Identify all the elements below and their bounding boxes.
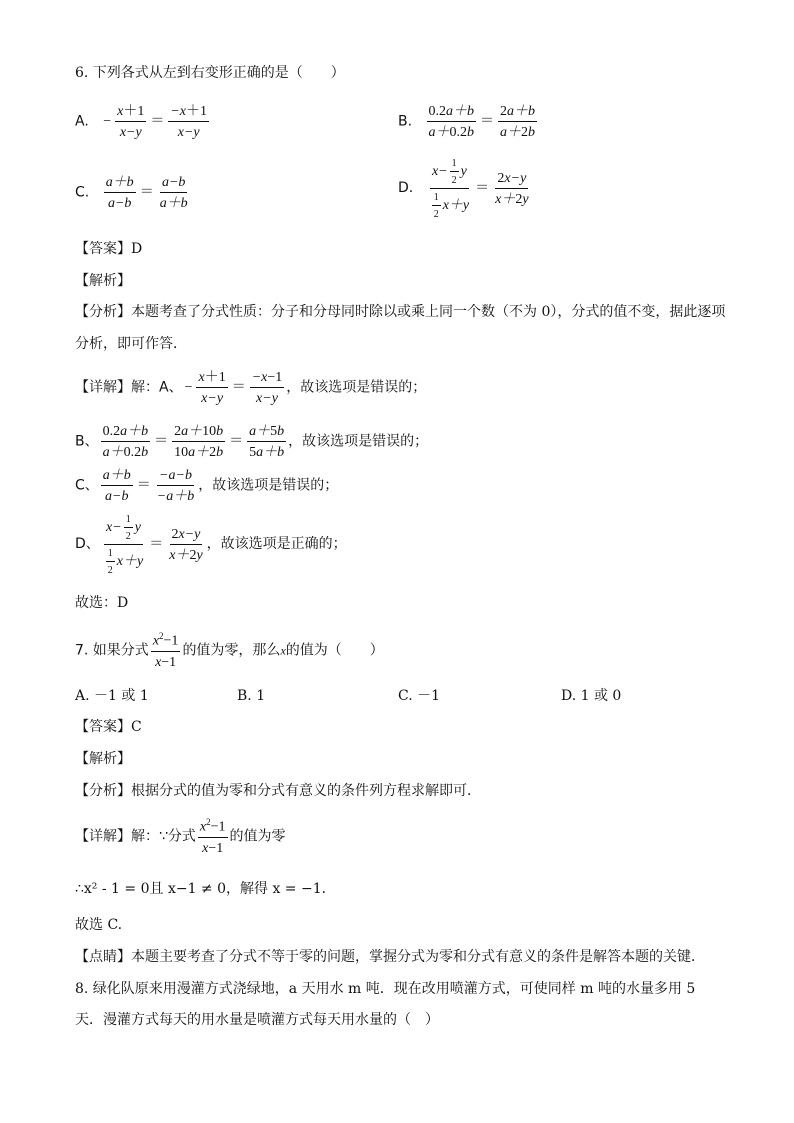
q6-option-c-formula: $\frac{a+b}{a-b}$ ＝ $\frac{a-b}{a+b}$ bbox=[105, 175, 188, 212]
q6-analysis-line1: 【分析】本题考查了分式性质：分子和分母同时除以或乘上同一个数（不为 0），分式的值不变，据此逐项 bbox=[75, 304, 726, 320]
q7-stem-formula: $\frac{x^2-1}{x-1}$ bbox=[152, 631, 179, 671]
q6-jiexi: 【解析】 bbox=[75, 273, 131, 289]
q6-answer: 【答案】D bbox=[75, 241, 143, 257]
q6-option-d bbox=[398, 158, 533, 220]
q7-detail bbox=[75, 818, 286, 856]
q7-detail-formula: $\frac{x^2-1}{x-1}$ bbox=[199, 817, 226, 857]
q7-option-b: B. 1 bbox=[237, 688, 266, 704]
q7-analysis: 【分析】根据分式的值为零和分式有意义的条件列方程求解即可． bbox=[75, 783, 481, 799]
q6-option-d-formula: x− $\frac{1}{2}$ y $\frac{1}{2}$ x＋y ＝ $\frac{2x-y}{x+2y}$ bbox=[431, 158, 529, 220]
q6-option-c-label: C. bbox=[75, 184, 90, 201]
q6-option-b-formula: $\frac{0.2a+b}{a+0.2b}$ ＝ $\frac{2a+b}{a+2b}$ bbox=[428, 104, 536, 141]
q6-detail-c bbox=[75, 468, 338, 505]
q7-stem-prefix: 7. 如果分式 bbox=[75, 642, 149, 659]
q6-detail-b-prefix: B、 bbox=[75, 433, 99, 450]
q6-detail-c-prefix: C、 bbox=[75, 477, 99, 494]
q6-detail-d-formula: x− $\frac{1}{2}$ y $\frac{1}{2}$ x＋y ＝ $\frac{2x-y}{x+2y}$ bbox=[106, 514, 203, 576]
q6-detail-a-prefix: 【详解】解：A、 bbox=[75, 379, 183, 396]
q6-detail-d bbox=[75, 514, 347, 576]
q6-detail-b bbox=[75, 424, 428, 461]
q6-option-b bbox=[398, 104, 539, 141]
q6-detail-a-suffix: ，故该选项是错误的； bbox=[286, 379, 427, 396]
q6-option-a bbox=[75, 104, 211, 141]
q6-detail-b-formula: $\frac{0.2a+b}{a+0.2b}$ ＝ $\frac{2a+10b}{10a+2b}$ ＝ $\frac{a+5b}{5a+b}$ bbox=[102, 424, 285, 461]
q6-detail-d-suffix: ，故该选项是正确的； bbox=[206, 536, 347, 553]
q6-analysis-line2: 分析，即可作答． bbox=[75, 336, 187, 352]
q6-option-a-formula: − $\frac{x+1}{x-y}$ ＝ $\frac{-x+1}{x-y}$ bbox=[103, 104, 208, 141]
q7-option-d: D. 1 或 0 bbox=[561, 688, 622, 704]
q7-stem bbox=[75, 632, 384, 670]
q7-detail-suffix: 的值为零 bbox=[229, 828, 286, 845]
q7-jiexi: 【解析】 bbox=[75, 751, 131, 767]
q6-detail-b-suffix: ，故该选项是错误的； bbox=[288, 433, 429, 450]
q7-detail-prefix: 【详解】解：∵分式 bbox=[75, 828, 196, 845]
q8-line2: 天．漫灌方式每天的用水量是喷灌方式每天用水量的（ ） bbox=[75, 1012, 439, 1028]
q6-detail-d-prefix: D、 bbox=[75, 536, 100, 553]
q6-detail-a bbox=[75, 370, 426, 407]
q7-stem-suffix: 的值为零，那么 bbox=[182, 642, 281, 659]
q6-option-d-label: D. bbox=[398, 180, 414, 197]
q7-stem-var: x bbox=[280, 643, 286, 658]
q7-step: ∴x² - 1 = 0且 x−1 ≠ 0，解得 x = −1． bbox=[75, 881, 336, 897]
q7-comment: 【点睛】本题主要考查了分式不等于零的问题，掌握分式为零和分式有意义的条件是解答本题的关键． bbox=[75, 949, 705, 965]
q7-stem-end: 的值为（ ） bbox=[285, 642, 384, 659]
q6-option-a-label: A. bbox=[75, 113, 89, 130]
q8-line1: 8. 绿化队原来用漫灌方式浇绿地，a 天用水 m 吨．现在改用喷灌方式，可使同样 m 吨的水量多用 5 bbox=[75, 981, 696, 997]
q7-option-a: A. －1 或 1 bbox=[75, 688, 149, 704]
q7-answer: 【答案】C bbox=[75, 719, 142, 735]
q6-detail-a-formula: − $\frac{x+1}{x-y}$ ＝ $\frac{-x-1}{x-y}$ bbox=[184, 370, 283, 407]
q7-option-c: C. －1 bbox=[398, 688, 441, 704]
q6-option-b-label: B. bbox=[398, 113, 413, 130]
q6-detail-c-formula: $\frac{a+b}{a-b}$ ＝ $\frac{-a-b}{-a+b}$ bbox=[102, 468, 195, 505]
q6-option-c bbox=[75, 175, 192, 212]
q6-choose: 故选：D bbox=[75, 595, 129, 611]
q7-choose: 故选 C. bbox=[75, 917, 123, 933]
q6-detail-c-suffix: ，故该选项是错误的； bbox=[198, 477, 339, 494]
q6-stem: 6. 下列各式从左到右变形正确的是（ ） bbox=[75, 65, 345, 81]
